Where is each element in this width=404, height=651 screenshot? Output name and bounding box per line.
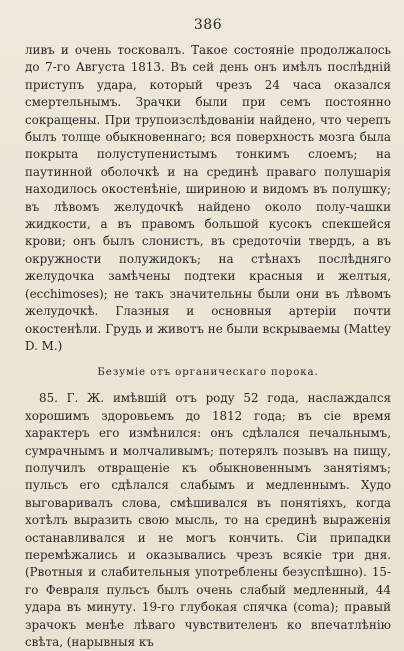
page-body	[25, 42, 391, 651]
section-title: Безумiе отъ органическаго порока.	[97, 367, 319, 379]
case-paragraph: 85. Г. Ж. имѣвшiй отъ роду 52 года, наслаждался хорошимъ здоровьемъ до 1812 года; въ сiе время характеръ его измѣнился: онъ сдѣлался печальнымъ, сумрачнымъ и молчаливымъ; потерялъ позывъ на пищу, получилъ отвращенiе къ обыкновеннымъ занятiямъ; пульсъ его сдѣлался слабымъ и медленнымъ. Худо выговаривалъ слова, смѣшивался въ понятiяхъ, когда хотѣлъ выразить свою мысль, то на срединѣ выраженiя останавливался и не могъ кончить. Сiи припадки перемѣжались и оказывались чрезъ всякiе три дня. (Рвотныя и слабительныя употреблены безуспѣшно). 15-го Февраля пульсъ былъ очень слабый медленный, 44 удара въ минуту. 19-го глубокая спячка (coma); правый зрачокъ менѣе лѣваго чувствителенъ ко впечатлѣнiю свѣта, (нарывныя къ	[25, 391, 391, 649]
page-number: 386	[193, 17, 223, 33]
continued-paragraph: ливъ и очень тосковалъ. Такое состоянiе продолжалось до 7-го Августа 1813. Въ сей день онъ имѣлъ послѣднiй приступъ удара, который чрезъ 24 часа оказался смертельнымъ. Зрачки были при семъ постоянно сокращены. При трупоизслѣдованiи найдено, что черепъ былъ толще обыкновеннаго; вся поверхность мозга была покрыта полуступенистымъ тонкимъ слоемъ; на паутинной оболочкѣ и на срединѣ праваго полушарiя находилось окостенѣнiе, шириною и видомъ въ полушку; въ лѣвомъ желудочкѣ найдено около полу-чашки жидкости, а въ правомъ большой кусокъ спекшейся крови; онъ былъ слонистъ, въ средоточiи твердъ, а въ окружности полужидокъ; на стѣнахъ послѣдняго желудочка замѣчены подтеки красныя и желтыя, (ecchimoses); не такъ значительны были они въ лѣвомъ желудочкѣ. Глазныя и основныя артерiи почти окостенѣли. Грудь и животъ не были вскрываемы (Mattey D. M.)	[25, 43, 391, 353]
